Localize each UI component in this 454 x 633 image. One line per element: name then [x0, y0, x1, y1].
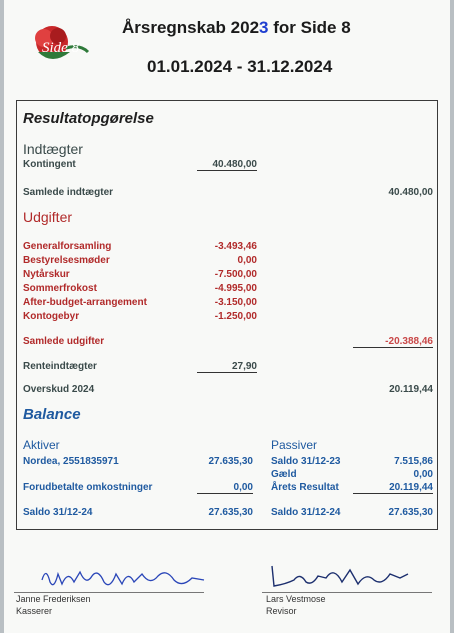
liability-item-label: Saldo 31/12-23 — [271, 456, 341, 467]
expense-total-label: Samlede udgifter — [23, 336, 105, 347]
logo-text: Side 8 — [42, 40, 80, 56]
expense-total-value: -20.388,46 — [353, 336, 433, 348]
expense-item-label: Kontogebyr — [23, 311, 80, 322]
auditor-role: Revisor — [266, 606, 297, 616]
treasurer-signature — [32, 560, 212, 594]
liabilities-total-value: 27.635,30 — [388, 507, 433, 518]
income-total-value: 40.480,00 — [388, 187, 433, 198]
title-corrected-digit: 3 — [259, 18, 269, 37]
surplus-label: Overskud 2024 — [23, 384, 95, 395]
document-period: 01.01.2024 - 31.12.2024 — [147, 57, 333, 76]
auditor-signature — [266, 560, 416, 594]
liability-item-label: Årets Resultat — [271, 482, 339, 493]
expense-item-value: -3.150,00 — [214, 297, 257, 308]
result-heading: Resultatopgørelse — [23, 110, 154, 127]
liability-item-value: 7.515,86 — [394, 456, 433, 467]
treasurer-role: Kasserer — [16, 606, 53, 616]
assets-total-value: 27.635,30 — [208, 507, 253, 518]
liabilities-total-label: Saldo 31/12-24 — [271, 507, 341, 518]
expense-item-label: Nytårskur — [23, 269, 70, 280]
expense-item-label: After-budget-arrangement — [23, 297, 147, 308]
expense-item-value: 0,00 — [237, 255, 257, 266]
liability-item-value: 0,00 — [413, 469, 433, 480]
statement-frame — [16, 100, 438, 530]
expense-item-label: Sommerfrokost — [23, 283, 97, 294]
income-item-label: Kontingent — [23, 159, 76, 170]
interest-label: Renteindtægter — [23, 361, 97, 372]
interest-value: 27,90 — [197, 361, 257, 373]
expenses-heading: Udgifter — [23, 209, 73, 225]
asset-item-label: Forudbetalte omkostninger — [23, 482, 153, 493]
income-item-value: 40.480,00 — [197, 159, 257, 171]
asset-item-label: Nordea, 2551835971 — [23, 456, 119, 467]
auditor-name: Lars Vestmose — [266, 594, 326, 604]
auditor-signature-line — [262, 592, 432, 593]
treasurer-signature-line — [14, 592, 204, 593]
treasurer-name: Janne Frederiksen — [16, 594, 91, 604]
title-suffix: for Side 8 — [268, 18, 351, 37]
balance-heading: Balance — [23, 406, 81, 423]
income-total-label: Samlede indtægter — [23, 187, 114, 198]
income-heading: Indtægter — [23, 141, 83, 157]
surplus-value: 20.119,44 — [389, 384, 433, 395]
expense-item-value: -1.250,00 — [214, 311, 257, 322]
side8-logo — [18, 18, 108, 78]
assets-heading: Aktiver — [23, 438, 60, 452]
expense-item-label: Generalforsamling — [23, 241, 112, 252]
expense-item-value: -7.500,00 — [214, 269, 257, 280]
asset-item-value: 27.635,30 — [208, 456, 253, 467]
expense-item-value: -3.493,46 — [214, 241, 257, 252]
title-prefix: Årsregnskab 202 — [122, 18, 260, 37]
liability-item-label: Gæld — [271, 469, 297, 480]
expense-item-label: Bestyrelsesmøder — [23, 255, 110, 266]
asset-item-value: 0,00 — [197, 482, 253, 494]
liabilities-heading: Passiver — [271, 438, 318, 452]
document-page — [4, 0, 450, 633]
expense-item-value: -4.995,00 — [214, 283, 257, 294]
liability-item-value: 20.119,44 — [353, 482, 433, 494]
assets-total-label: Saldo 31/12-24 — [23, 507, 93, 518]
document-title — [122, 18, 351, 38]
